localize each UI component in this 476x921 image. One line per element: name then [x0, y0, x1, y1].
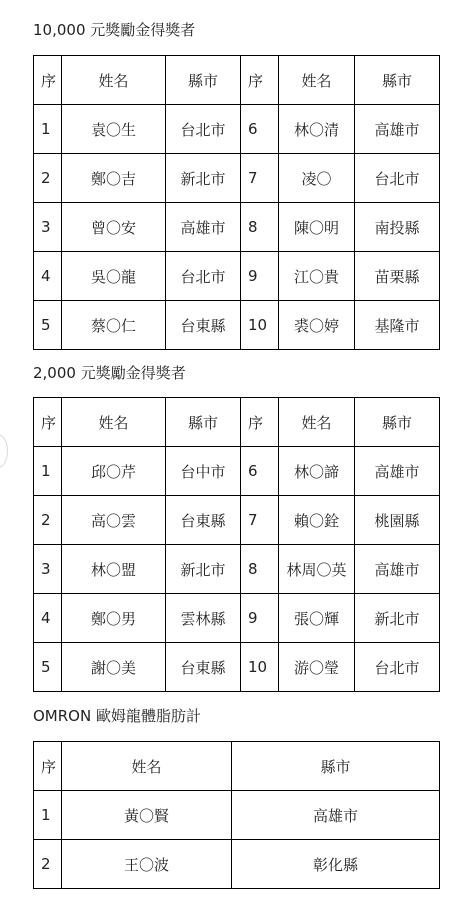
- table-row: [34, 643, 440, 692]
- cell-index: 2: [34, 496, 62, 545]
- cell-city: 高雄市: [355, 545, 440, 594]
- cell-name: 林〇諦: [279, 447, 355, 496]
- cell-city: 苗栗縣: [355, 252, 440, 301]
- cell-name: 袁〇生: [62, 105, 166, 154]
- header-cell: 姓名: [62, 398, 166, 447]
- cell-index: 6: [241, 447, 279, 496]
- table-row: [34, 496, 440, 545]
- cell-name: 謝〇美: [62, 643, 166, 692]
- cell-index: 9: [241, 594, 279, 643]
- table-row: [34, 203, 440, 252]
- cell-city: 新北市: [166, 545, 241, 594]
- header-cell: 姓名: [62, 742, 232, 791]
- cell-index: 5: [34, 301, 62, 350]
- winners-table-10000: [33, 55, 440, 350]
- cell-index: 1: [34, 105, 62, 154]
- cell-name: 林〇盟: [62, 545, 166, 594]
- cell-city: 台東縣: [166, 643, 241, 692]
- cell-index: 2: [34, 154, 62, 203]
- winners-table-2000: [33, 397, 440, 692]
- cell-name: 賴〇銓: [279, 496, 355, 545]
- cell-city: 基隆市: [355, 301, 440, 350]
- cell-city: 台北市: [355, 643, 440, 692]
- cell-index: 4: [34, 252, 62, 301]
- cell-city: 台北市: [166, 105, 241, 154]
- cell-name: 張〇輝: [279, 594, 355, 643]
- cell-name: 邱〇芹: [62, 447, 166, 496]
- table-row: [34, 594, 440, 643]
- cell-city: 新北市: [166, 154, 241, 203]
- section-title-2000: 2,000 元獎勵金得獎者: [33, 364, 186, 382]
- cell-index: 9: [241, 252, 279, 301]
- section-title-omron: OMRON 歐姆龍體脂肪計: [33, 707, 201, 725]
- table-row: [34, 840, 440, 889]
- cell-index: 5: [34, 643, 62, 692]
- header-cell: 姓名: [279, 398, 355, 447]
- cell-name: 黃〇賢: [62, 791, 232, 840]
- header-cell: 縣市: [355, 398, 440, 447]
- cell-index: 4: [34, 594, 62, 643]
- cell-name: 林〇清: [279, 105, 355, 154]
- section-title-10000: 10,000 元獎勵金得獎者: [33, 21, 196, 39]
- cell-name: 鄭〇吉: [62, 154, 166, 203]
- cell-name: 曾〇安: [62, 203, 166, 252]
- cell-city: 高雄市: [355, 105, 440, 154]
- cell-city: 高雄市: [166, 203, 241, 252]
- cell-city: 台東縣: [166, 301, 241, 350]
- cell-index: 1: [34, 791, 62, 840]
- cell-index: 10: [241, 301, 279, 350]
- cell-name: 林周〇英: [279, 545, 355, 594]
- header-cell: 序: [241, 56, 279, 105]
- cell-city: 雲林縣: [166, 594, 241, 643]
- cell-index: 10: [241, 643, 279, 692]
- cell-name: 凌〇: [279, 154, 355, 203]
- cell-name: 蔡〇仁: [62, 301, 166, 350]
- cell-city: 高雄市: [232, 791, 440, 840]
- cell-index: 8: [241, 203, 279, 252]
- cell-name: 江〇貴: [279, 252, 355, 301]
- cell-name: 王〇波: [62, 840, 232, 889]
- cell-name: 游〇瑩: [279, 643, 355, 692]
- table-row: [34, 154, 440, 203]
- cell-city: 高雄市: [355, 447, 440, 496]
- cell-name: 鄭〇男: [62, 594, 166, 643]
- table-header-row: [34, 398, 440, 447]
- table-row: [34, 252, 440, 301]
- table-row: [34, 301, 440, 350]
- cell-city: 桃園縣: [355, 496, 440, 545]
- table-row: [34, 545, 440, 594]
- header-cell: 縣市: [355, 56, 440, 105]
- cell-index: 8: [241, 545, 279, 594]
- cell-index: 2: [34, 840, 62, 889]
- side-scroll-handle[interactable]: [0, 434, 8, 468]
- cell-city: 台東縣: [166, 496, 241, 545]
- table-row: [34, 447, 440, 496]
- cell-city: 彰化縣: [232, 840, 440, 889]
- header-cell: 姓名: [62, 56, 166, 105]
- table-row: [34, 105, 440, 154]
- cell-name: 高〇雲: [62, 496, 166, 545]
- table-header-row: [34, 742, 440, 791]
- header-cell: 縣市: [232, 742, 440, 791]
- cell-index: 7: [241, 496, 279, 545]
- header-cell: 序: [34, 56, 62, 105]
- header-cell: 序: [34, 742, 62, 791]
- cell-name: 裘〇婷: [279, 301, 355, 350]
- cell-index: 6: [241, 105, 279, 154]
- cell-index: 1: [34, 447, 62, 496]
- header-cell: 縣市: [166, 56, 241, 105]
- cell-city: 台北市: [166, 252, 241, 301]
- winners-table-omron: [33, 741, 440, 889]
- cell-index: 7: [241, 154, 279, 203]
- header-cell: 序: [241, 398, 279, 447]
- cell-city: 台中市: [166, 447, 241, 496]
- cell-index: 3: [34, 203, 62, 252]
- cell-city: 台北市: [355, 154, 440, 203]
- header-cell: 序: [34, 398, 62, 447]
- cell-name: 吳〇龍: [62, 252, 166, 301]
- header-cell: 縣市: [166, 398, 241, 447]
- cell-city: 南投縣: [355, 203, 440, 252]
- table-header-row: [34, 56, 440, 105]
- cell-city: 新北市: [355, 594, 440, 643]
- cell-name: 陳〇明: [279, 203, 355, 252]
- table-row: [34, 791, 440, 840]
- header-cell: 姓名: [279, 56, 355, 105]
- cell-index: 3: [34, 545, 62, 594]
